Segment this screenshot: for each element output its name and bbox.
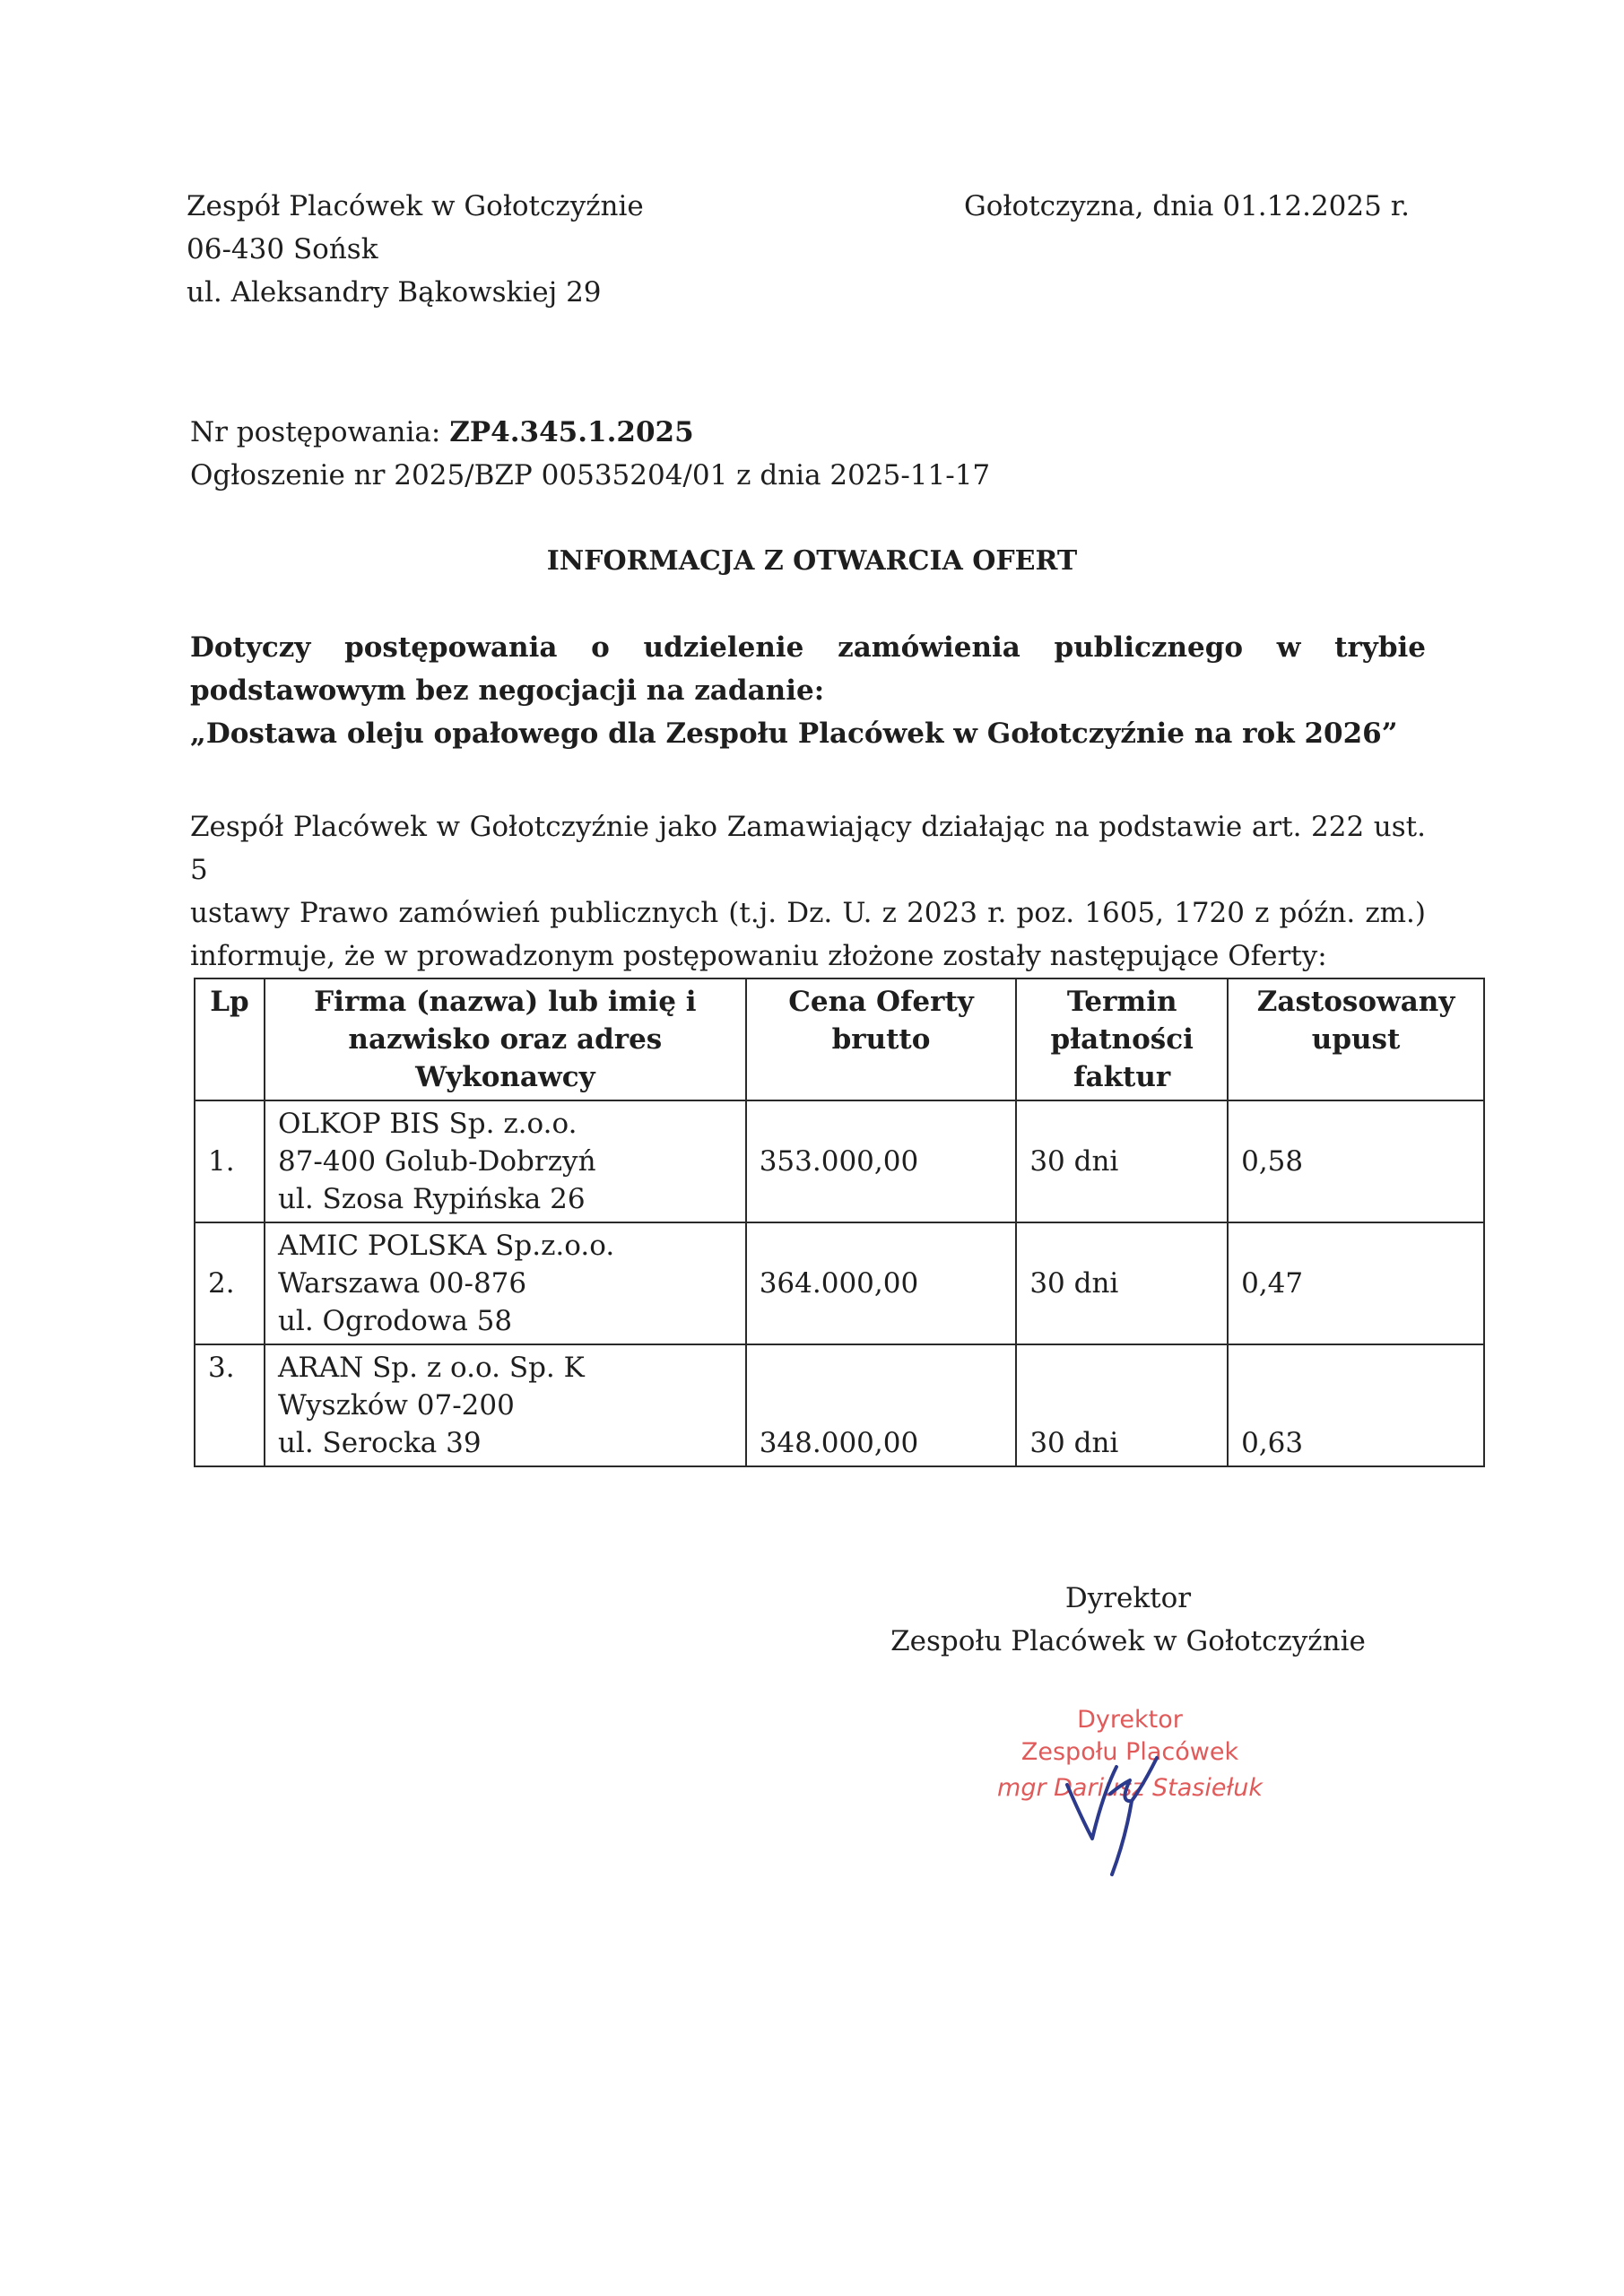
- company-city: 87-400 Golub-Dobrzyń: [277, 1145, 596, 1178]
- row-company: [265, 1100, 746, 1222]
- row-payment-term: 30 dni: [1016, 1222, 1228, 1344]
- stamp-name: mgr Dariusz Stasiełuk: [997, 1774, 1263, 1802]
- header-lp: Lp: [195, 978, 265, 1100]
- row-price: 348.000,00: [746, 1344, 1017, 1466]
- stamp-org: Zespołu Placówek: [1020, 1738, 1239, 1766]
- offers-table: [194, 978, 1485, 1467]
- date-line: Gołotczyzna, dnia 01.12.2025 r.: [964, 190, 1410, 222]
- row-discount: 0,63: [1228, 1344, 1484, 1466]
- table-header-row: [195, 978, 1484, 1100]
- header-discount: Zastosowany upust: [1228, 978, 1484, 1100]
- row-lp: 2.: [195, 1222, 265, 1344]
- company-street: ul. Ogrodowa 58: [277, 1305, 513, 1337]
- row-lp: 3.: [195, 1344, 265, 1466]
- subject-block: [190, 626, 1426, 755]
- company-name: ARAN Sp. z o.o. Sp. K: [277, 1352, 585, 1384]
- row-discount: 0,47: [1228, 1222, 1484, 1344]
- document-heading: INFORMACJA Z OTWARCIA OFERT: [546, 545, 1078, 577]
- reference-block: [190, 411, 990, 497]
- table-row: [195, 1222, 1484, 1344]
- subject-title: „Dostawa oleju opałowego dla Zespołu Placówek w Gołotczyźnie na rok 2026”: [190, 718, 1398, 750]
- intro-line-3: informuje, że w prowadzonym postępowaniu złożone zostały następujące Oferty:: [190, 940, 1327, 972]
- company-name: OLKOP BIS Sp. z.o.o.: [277, 1108, 578, 1140]
- row-lp: 1.: [195, 1100, 265, 1222]
- table-row: [195, 1100, 1484, 1222]
- row-payment-term: 30 dni: [1016, 1344, 1228, 1466]
- intro-line-2: ustawy Prawo zamówień publicznych (t.j. Dz. U. z 2023 r. poz. 1605, 1720 z późn. zm.): [190, 897, 1426, 929]
- row-discount: 0,58: [1228, 1100, 1484, 1222]
- signatory-block: [859, 1577, 1397, 1663]
- subject-line-2: podstawowym bez negocjacji na zadanie:: [190, 674, 825, 707]
- sender-postal: 06-430 Sońsk: [187, 233, 378, 265]
- header-company: Firma (nazwa) lub imię i nazwisko oraz adres Wykonawcy: [265, 978, 746, 1100]
- case-number-line: [190, 411, 990, 454]
- row-company: [265, 1222, 746, 1344]
- intro-line-1: Zespół Placówek w Gołotczyźnie jako Zamawiający działając na podstawie art. 222 ust. 5: [190, 811, 1426, 886]
- company-street: ul. Serocka 39: [277, 1427, 482, 1459]
- row-price: 364.000,00: [746, 1222, 1017, 1344]
- notice-line: Ogłoszenie nr 2025/BZP 00535204/01 z dnia 2025-11-17: [190, 459, 991, 491]
- signatory-title: Dyrektor: [1064, 1582, 1192, 1614]
- sender-street: ul. Aleksandry Bąkowskiej 29: [187, 276, 602, 309]
- sender-address: [187, 185, 644, 314]
- case-number: ZP4.345.1.2025: [449, 416, 694, 448]
- stamp-title: Dyrektor: [1077, 1706, 1183, 1734]
- table-row: [195, 1344, 1484, 1466]
- handwritten-signature: [1031, 1731, 1184, 1883]
- row-payment-term: 30 dni: [1016, 1100, 1228, 1222]
- row-company: [265, 1344, 746, 1466]
- header-payment-term: Termin płatności faktur: [1016, 978, 1228, 1100]
- row-price: 353.000,00: [746, 1100, 1017, 1222]
- intro-paragraph: [190, 805, 1426, 978]
- company-city: Wyszków 07-200: [277, 1389, 515, 1422]
- header-price: Cena Oferty brutto: [746, 978, 1017, 1100]
- sender-name: Zespół Placówek w Gołotczyźnie: [187, 190, 644, 222]
- company-name: AMIC POLSKA Sp.z.o.o.: [277, 1230, 615, 1262]
- company-street: ul. Szosa Rypińska 26: [277, 1183, 586, 1215]
- case-label: Nr postępowania:: [190, 416, 441, 448]
- subject-line-1: Dotyczy postępowania o udzielenie zamówienia publicznego w trybie: [190, 631, 1426, 664]
- signatory-org: Zespołu Placówek w Gołotczyźnie: [890, 1625, 1366, 1657]
- company-city: Warszawa 00-876: [277, 1267, 527, 1300]
